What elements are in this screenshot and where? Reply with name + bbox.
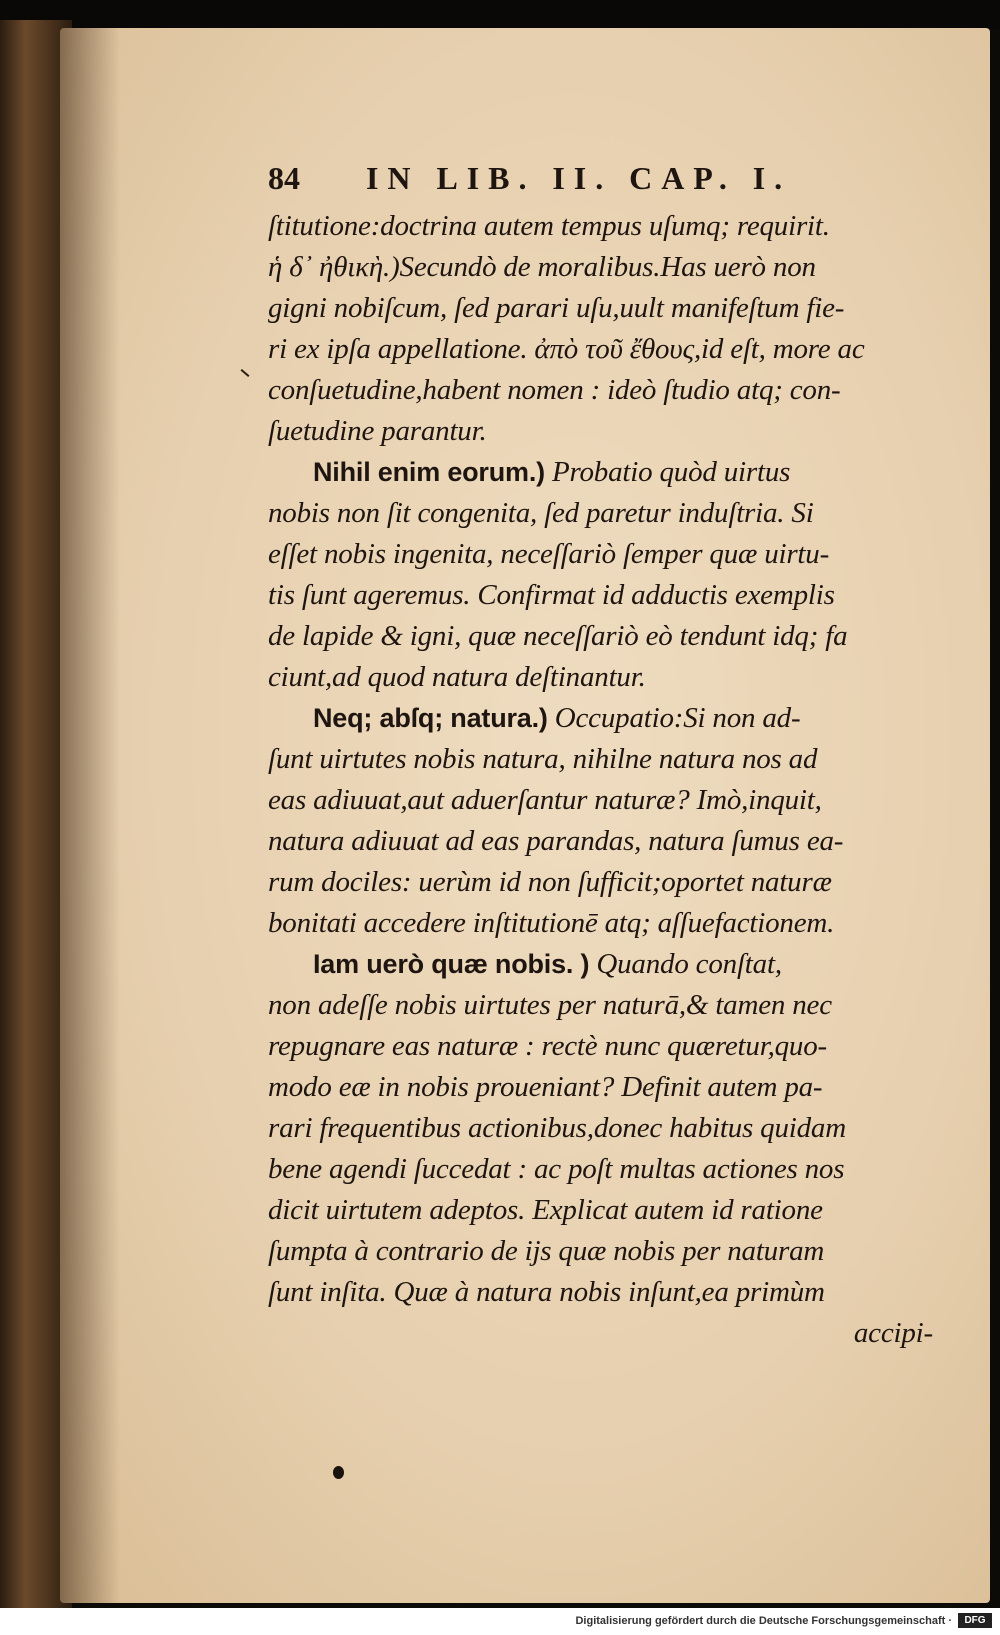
text-line: dicit uirtutem adeptos. Explicat autem id ratione	[268, 1194, 823, 1226]
text-line: natura adiuuat ad eas parandas, natura ſumus ea-	[268, 825, 844, 857]
page-text	[268, 160, 943, 1354]
text-line: repugnare eas naturæ : rectè nunc quæretur,quo-	[268, 1030, 827, 1062]
text-line: ἡ δ᾽ ἠθικὴ.)Secundò de moralibus.Has uerò non	[268, 251, 816, 283]
text-line: Quando conſtat,	[589, 948, 782, 980]
scan-top-border	[0, 0, 1000, 30]
text-line: ſtitutione:doctrina autem tempus uſumq; requirit.	[268, 210, 830, 242]
text-line: conſuetudine,habent nomen : ideò ſtudio atq; con-	[268, 374, 841, 406]
text-line: rum dociles: uerùm id non ſufficit;oportet naturæ	[268, 866, 832, 898]
page-number: 84	[268, 160, 300, 196]
text-line: rari frequentibus actionibus,donec habitus quidam	[268, 1112, 846, 1144]
text-line: de lapide & igni, quæ neceſſariò eò tendunt idq; fa	[268, 620, 848, 652]
digitization-footer	[0, 1608, 1000, 1635]
text-line: ſumpta à contrario de ijs quæ nobis per naturam	[268, 1235, 825, 1267]
text-line: modo eæ in nobis proueniant? Definit autem pa-	[268, 1071, 823, 1103]
text-line: ſunt uirtutes nobis natura, nihilne natura nos ad	[268, 743, 818, 775]
dfg-logo: DFG	[958, 1613, 992, 1628]
text-line: non adeſſe nobis uirtutes per naturā,& tamen nec	[268, 989, 832, 1021]
text-line: tis ſunt ageremus. Confirmat id adductis exemplis	[268, 579, 835, 611]
text-line: ri ex ipſa appellatione. ἀπὸ τοῦ ἔθους,id eſt, more ac	[268, 333, 865, 365]
lemma: Iam uerò quæ nobis. )	[313, 949, 590, 979]
paragraph-first-line	[268, 698, 943, 739]
page-header	[268, 160, 943, 206]
gutter-shadow	[60, 28, 120, 1603]
text-line: gigni nobiſcum, ſed parari uſu,uult manifeſtum fie-	[268, 292, 845, 324]
footer-credit: Digitalisierung gefördert durch die Deutsche Forschungsgemeinschaft ·	[575, 1615, 952, 1627]
lemma: Neq; abſq; natura.)	[313, 703, 548, 733]
text-line: Probatio quòd uirtus	[544, 456, 791, 488]
text-line: ciunt,ad quod natura deſtinantur.	[268, 661, 646, 693]
text-line: ſuetudine parantur.	[268, 415, 487, 447]
running-head: IN LIB. II. CAP. I.	[366, 160, 792, 196]
paragraph-first-line	[268, 452, 943, 493]
lemma: Nihil enim eorum.)	[313, 457, 545, 487]
text-line: ſunt inſita. Quæ à natura nobis inſunt,ea primùm	[268, 1276, 825, 1308]
paragraph-first-line	[268, 944, 943, 985]
text-line: eſſet nobis ingenita, neceſſariò ſemper quæ uirtu-	[268, 538, 830, 570]
text-line: bonitati accedere inſtitutionē atq; aſſuefactionem.	[268, 907, 835, 939]
text-line: eas adiuuat,aut aduerſantur naturæ? Imò,inquit,	[268, 784, 822, 816]
text-line: nobis non ſit congenita, ſed paretur induſtria. Si	[268, 497, 814, 529]
catchword: accipi-	[853, 1317, 933, 1349]
ink-spot	[333, 1466, 344, 1479]
text-line: bene agendi ſuccedat : ac poſt multas actiones nos	[268, 1153, 845, 1185]
text-line: Occupatio:Si non ad-	[547, 702, 801, 734]
